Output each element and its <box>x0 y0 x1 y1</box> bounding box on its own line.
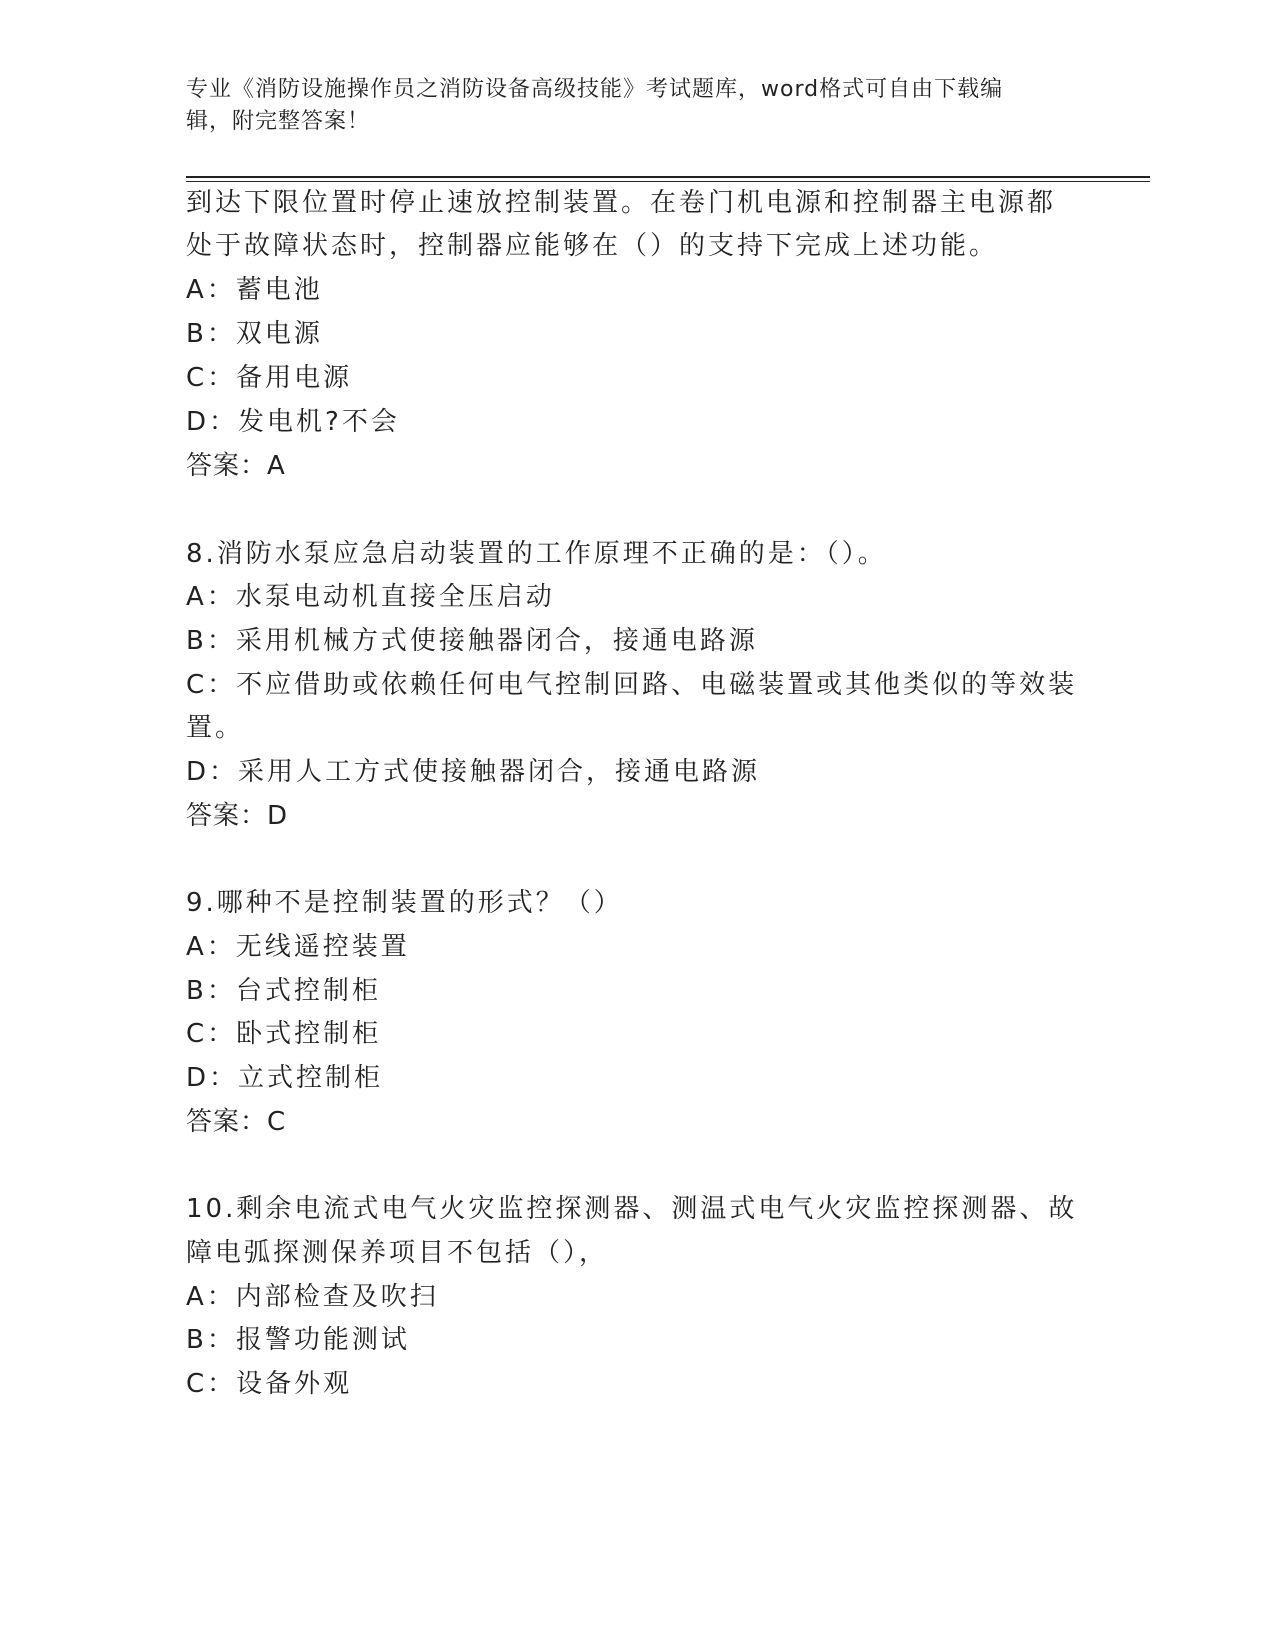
q7-option-b: B：双电源 <box>186 319 323 349</box>
q9-option-c: C：卧式控制柜 <box>186 1019 382 1049</box>
header-line-1: 专业《消防设施操作员之消防设备高级技能》考试题库，word格式可自由下载编 <box>186 77 1004 102</box>
q8-option-c-line-1: C：不应借助或依赖任何电气控制回路、电磁装置或其他类似的等效装 <box>186 670 1078 700</box>
q9-option-d: D：立式控制柜 <box>186 1063 384 1093</box>
q7-stem-line-1: 到达下限位置时停止速放控制装置。在卷门机电源和控制器主电源都 <box>186 188 1057 218</box>
q7-option-c: C：备用电源 <box>186 363 353 393</box>
q9-stem: 9.哪种不是控制装置的形式？（） <box>186 888 623 918</box>
q9-option-b: B：台式控制柜 <box>186 976 381 1006</box>
q10-option-b: B：报警功能测试 <box>186 1325 410 1355</box>
q8-option-c-line-2: 置。 <box>186 713 245 743</box>
header-divider-thin <box>186 181 1150 182</box>
q10-stem-line-2: 障电弧探测保养项目不包括（）， <box>186 1238 609 1268</box>
q7-answer: 答案：A <box>186 451 286 481</box>
document-header <box>186 74 1066 138</box>
header-line-2: 辑，附完整答案！ <box>186 109 371 134</box>
q9-answer: 答案：C <box>186 1107 287 1137</box>
q7-option-d: D：发电机?不会 <box>186 407 400 437</box>
q8-stem: 8.消防水泵应急启动装置的工作原理不正确的是：（）。 <box>186 539 887 569</box>
q10-option-a: A：内部检查及吹扫 <box>186 1282 439 1312</box>
header-divider <box>186 176 1150 178</box>
q10-option-c: C：设备外观 <box>186 1369 353 1399</box>
q8-option-a: A：水泵电动机直接全压启动 <box>186 582 555 612</box>
q9-option-a: A：无线遥控装置 <box>186 932 410 962</box>
q8-option-d: D：采用人工方式使接触器闭合，接通电路源 <box>186 757 761 787</box>
q7-stem-line-2: 处于故障状态时，控制器应能够在（）的支持下完成上述功能。 <box>186 231 999 261</box>
q10-stem-line-1: 10.剩余电流式电气火灾监控探测器、测温式电气火灾监控探测器、故 <box>186 1194 1078 1224</box>
q7-option-a: A：蓄电池 <box>186 275 323 305</box>
q8-option-b: B：采用机械方式使接触器闭合，接通电路源 <box>186 626 758 656</box>
q8-answer: 答案：D <box>186 801 289 831</box>
